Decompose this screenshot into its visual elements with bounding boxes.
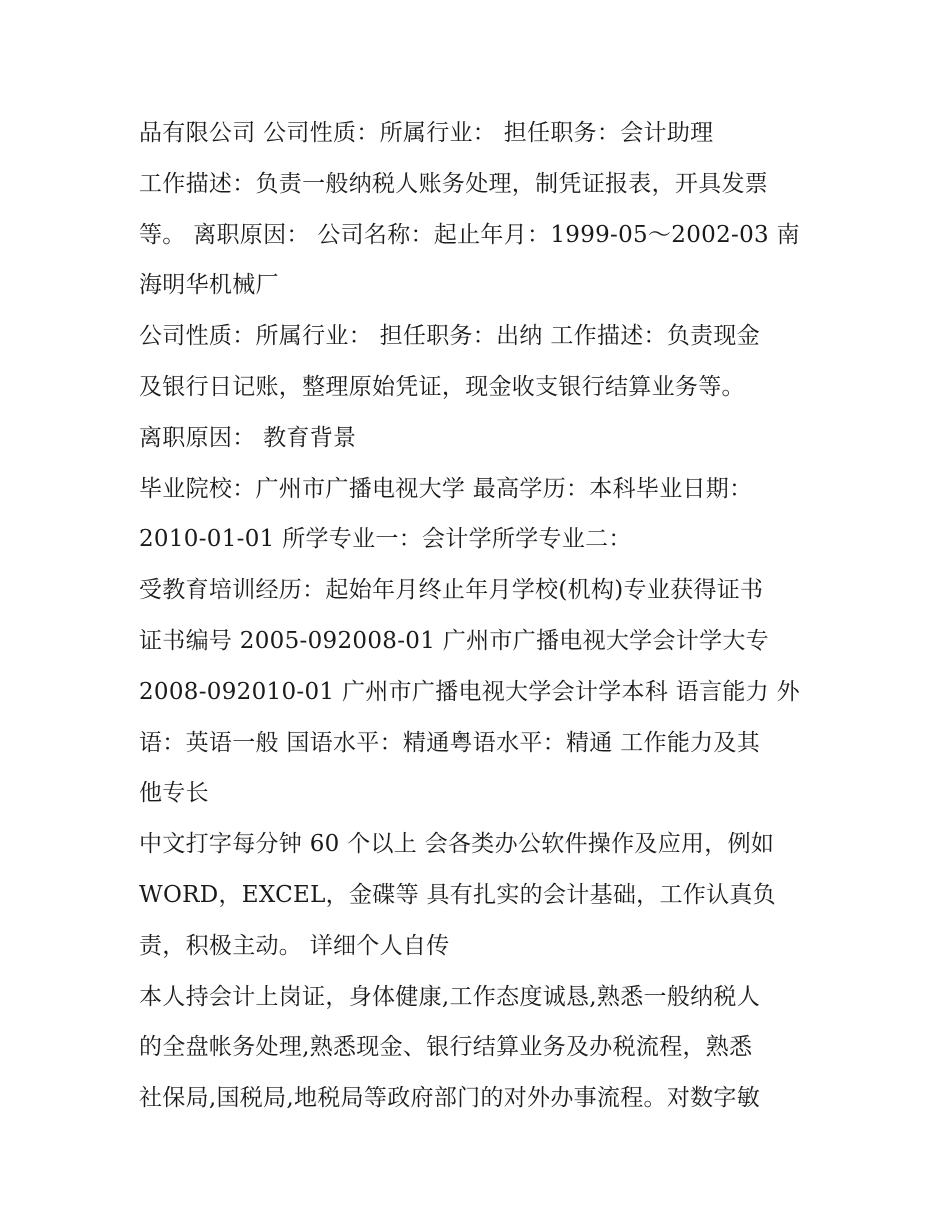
text-line: 工作描述：负责一般纳税人账务处理，制凭证报表，开具发票 <box>139 170 769 197</box>
text-line: 2008-092010-01 广州市广播电视大学会计学本科 语言能力 外 <box>139 678 800 705</box>
text-line: 及银行日记账，整理原始凭证，现金收支银行结算业务等。 <box>139 373 745 400</box>
text-line: 受教育培训经历：起始年月终止年月学校(机构)专业获得证书 <box>139 577 764 604</box>
text-line: 他专长 <box>139 780 209 807</box>
text-line: 品有限公司 公司性质：所属行业： 担任职务：会计助理 <box>139 120 714 146</box>
text-line: 毕业院校：广州市广播电视大学 最高学历：本科毕业日期： <box>139 475 753 502</box>
text-line: 社保局,国税局,地税局等政府部门的对外办事流程。对数字敏 <box>139 1085 761 1112</box>
text-line: 语：英语一般 国语水平：精通粤语水平：精通 工作能力及其 <box>139 729 761 756</box>
text-line: 公司性质：所属行业： 担任职务：出纳 工作描述：负责现金 <box>139 323 761 350</box>
text-line: 海明华机械厂 <box>139 272 279 299</box>
text-line: WORD，EXCEL，金碟等 具有扎实的会计基础，工作认真负 <box>139 881 776 908</box>
text-line: 中文打字每分钟 60 个以上 会各类办公软件操作及应用，例如 <box>139 831 775 858</box>
text-line: 的全盘帐务处理,熟悉现金、银行结算业务及办税流程，熟悉 <box>139 1034 753 1061</box>
text-line: 2010-01-01 所学专业一：会计学所学专业二： <box>139 526 632 553</box>
text-line: 本人持会计上岗证，身体健康,工作态度诚恳,熟悉一般纳税人 <box>139 983 761 1010</box>
document-body <box>139 108 819 1124</box>
text-line: 等。 离职原因： 公司名称：起止年月：1999-05～2002-03 南 <box>139 221 800 248</box>
text-line: 责，积极主动。 详细个人自传 <box>139 932 450 959</box>
text-line: 证书编号 2005-092008-01 广州市广播电视大学会计学大专 <box>139 627 769 654</box>
text-line: 离职原因： 教育背景 <box>139 424 357 451</box>
